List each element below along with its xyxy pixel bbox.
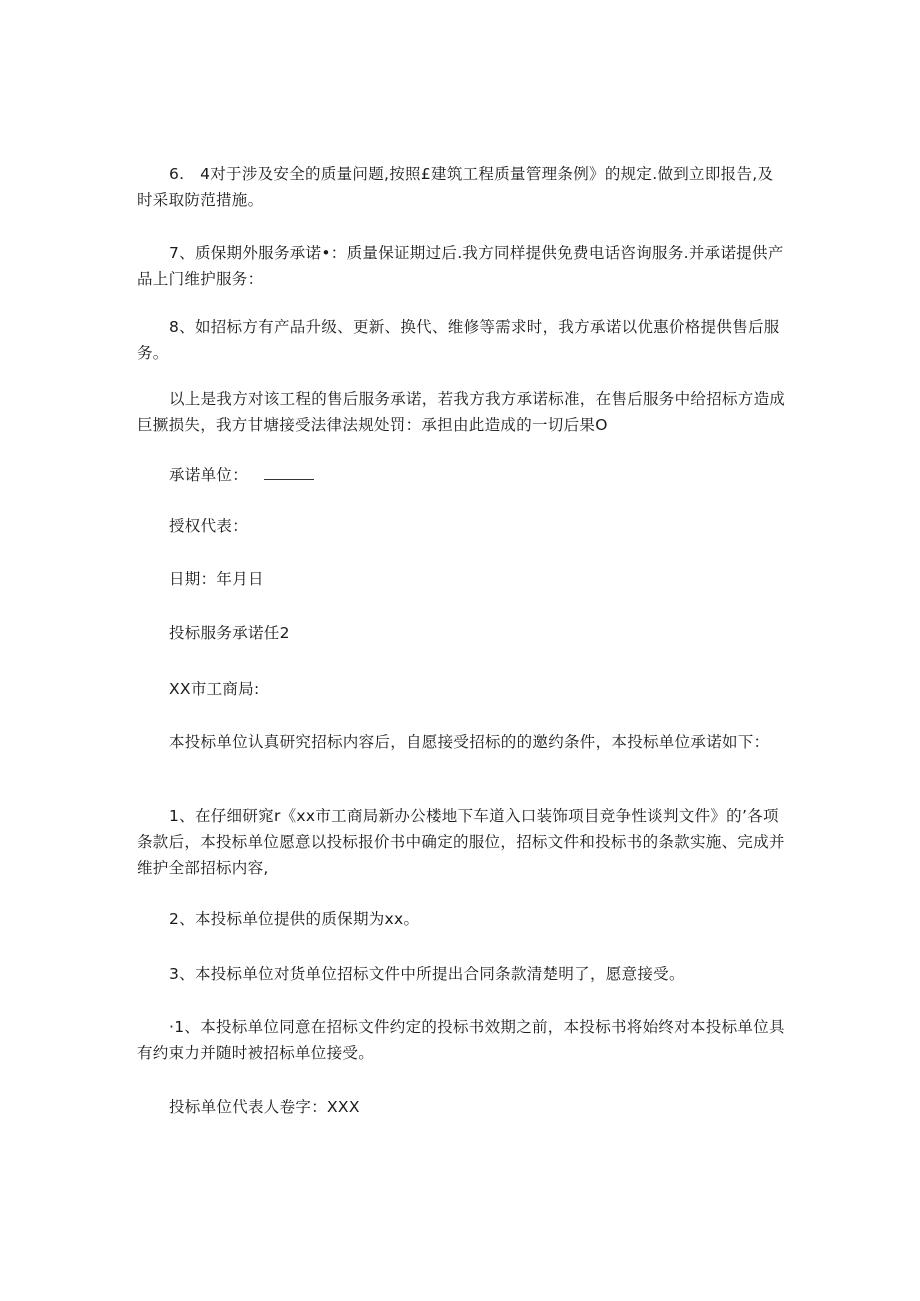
date-label: 日期：年月日 bbox=[169, 570, 264, 588]
commit-unit-label: 承诺单位： bbox=[169, 466, 249, 484]
paragraph-item-7: 7、质保期外服务承诺•：质量保证期过后.我方同样提供免费电话咨询服务.并承诺提供产品上门维护服务： bbox=[137, 244, 784, 288]
paragraph-commitment-summary: 以上是我方对该工程的售后服务承诺，若我方我方承诺标准，在售后服务中给招标方造成巨撅损失，我方甘塘接受法律法规处罚：承担由此造成的一切后果O bbox=[137, 390, 786, 434]
paragraph-item-6: 6. 4对于涉及安全的质量问题,按照£建筑工程质量管理条例》的规定.做到立即报告,及时采取防范措施。 bbox=[137, 165, 774, 209]
paragraph-item-1: 1、在仔细研窕r《xx市工商局新办公楼地下车道入口装饰项目竞争性谈判文件》的’各项条款后，本投标单位愿意以投标报价书中确定的服位，招标文件和投标书的条款实施、完成并维护全部招标内容, bbox=[137, 807, 785, 877]
section-title: 投标服务承诺任2 bbox=[169, 624, 290, 642]
auth-rep-label: 授权代表： bbox=[169, 517, 249, 535]
commit-unit-blank bbox=[264, 465, 314, 480]
paragraph-intro: 本投标单位认真研究招标内容后，自愿接受招标的的邀约条件，本投标单位承诺如下： bbox=[169, 733, 770, 751]
paragraph-item-2: 2、本投标单位提供的质保期为xx。 bbox=[169, 910, 420, 928]
addressee: XX市工商局: bbox=[169, 680, 260, 698]
commit-unit-line bbox=[169, 462, 314, 488]
paragraph-item-4: ·1、本投标单位同意在招标文件约定的投标书效期之前，本投标书将始终对本投标单位具有约束力并随时被招标单位接受。 bbox=[137, 1018, 785, 1062]
signature-line: 投标单位代表人卷字：XXX bbox=[169, 1098, 360, 1116]
paragraph-item-8: 8、如招标方有产品升级、更新、换代、维修等需求时，我方承诺以优惠价格提供售后服务。 bbox=[137, 318, 780, 362]
paragraph-item-3: 3、本投标单位对货单位招标文件中所提出合同条款清楚明了，愿意接受。 bbox=[169, 965, 685, 983]
